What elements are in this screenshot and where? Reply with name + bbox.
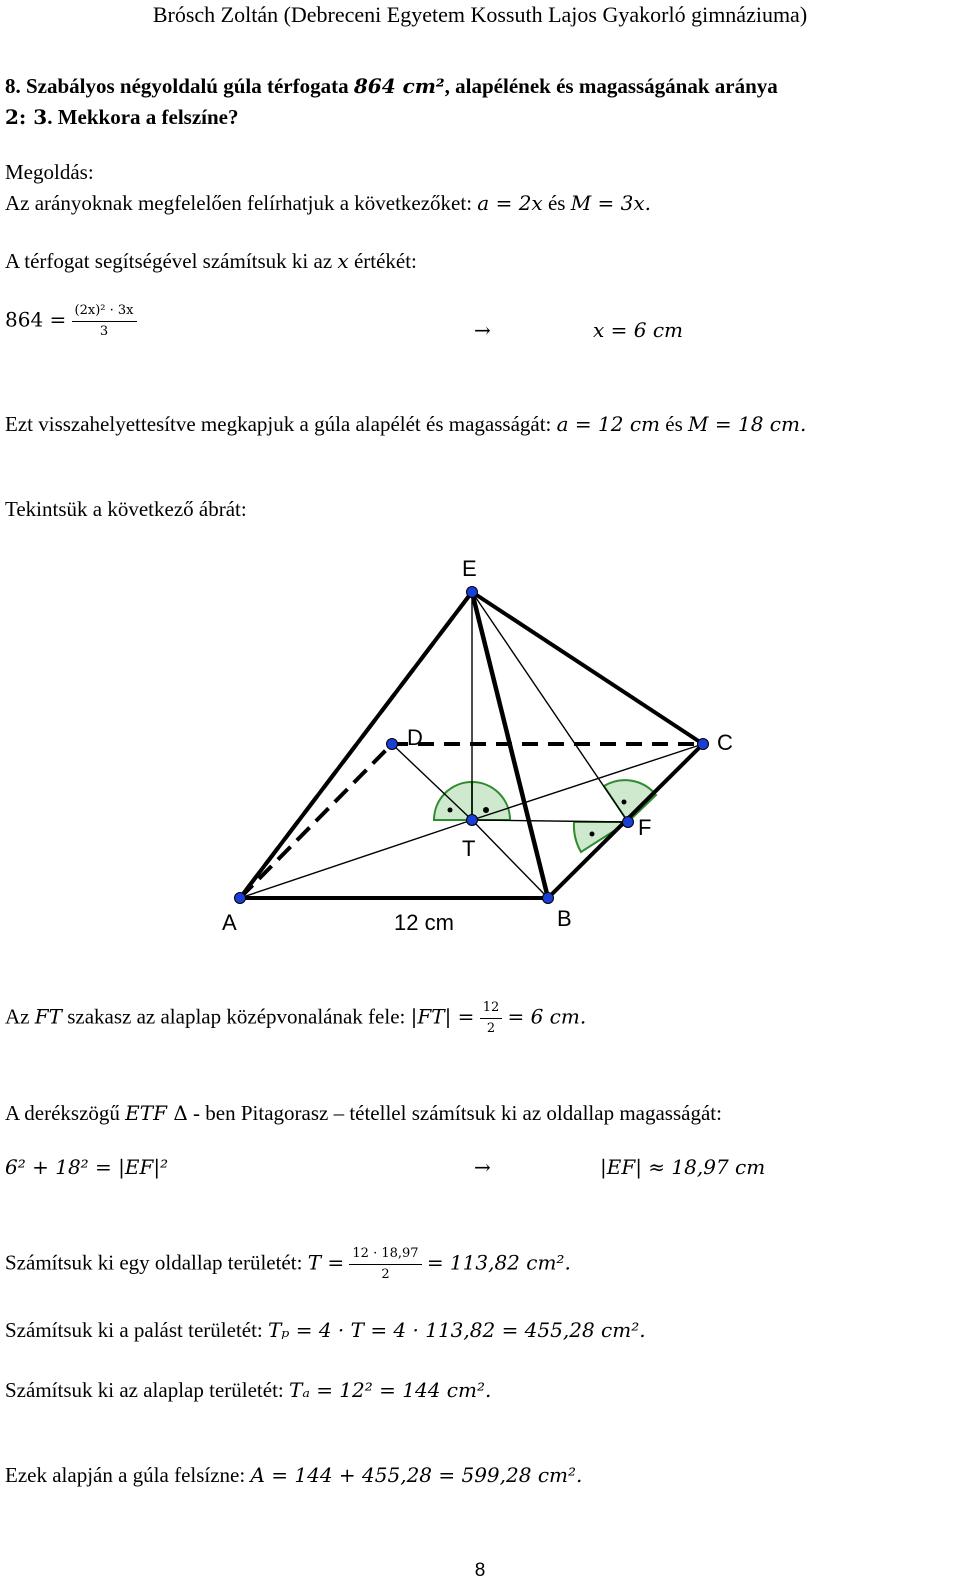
lateral-eq: Tₚ = 4 · T = 4 · 113,82 = 455,28 cm². xyxy=(268,1318,646,1342)
volume-result: x = 6 cm xyxy=(593,318,683,342)
ft-var: FT xyxy=(34,1004,62,1029)
pythagoras-arrow: → xyxy=(474,1155,491,1179)
volume-frac-den: 3 xyxy=(99,324,109,340)
ft-text-a: Az xyxy=(5,1004,35,1029)
edge-ea xyxy=(240,592,472,898)
total-eq: A = 144 + 455,28 = 599,28 cm². xyxy=(250,1463,583,1487)
label-b: B xyxy=(557,906,572,931)
substitute-text: Ezt visszahelyettesítve megkapjuk a gúla alapélét és magasságát: xyxy=(5,412,557,436)
point-f xyxy=(623,817,634,828)
problem-ratio: 2: 3 xyxy=(5,105,48,129)
volume-equation xyxy=(5,303,137,341)
side-area-frac-den: 2 xyxy=(381,1267,390,1283)
page-header: Brósch Zoltán (Debreceni Egyetem Kossuth Lajos Gyakorló gimnáziuma) xyxy=(152,2,808,27)
label-f: F xyxy=(638,815,652,840)
substitute-es: és xyxy=(660,412,689,436)
point-d xyxy=(387,739,398,750)
substitute-a: a = 12 cm xyxy=(556,412,661,436)
total-text: Ezek alapján a gúla felsízne: xyxy=(5,1463,251,1487)
line-tc xyxy=(472,744,703,820)
pythagoras-result: |EF| ≈ 18,97 cm xyxy=(600,1155,766,1179)
side-area-lhs: T = xyxy=(307,1250,345,1275)
problem-text-a: 8. Szabályos négyoldalú gúla térfogata xyxy=(5,74,354,98)
line-ef xyxy=(472,592,628,822)
ratios-line xyxy=(5,191,651,216)
ft-frac-num: 12 xyxy=(480,1000,503,1019)
base-eq: Tₐ = 12² = 144 cm². xyxy=(288,1378,492,1402)
pythagoras-intro xyxy=(5,1101,722,1126)
edge-ec xyxy=(472,592,703,744)
ft-line xyxy=(5,1000,586,1038)
label-e: E xyxy=(462,556,477,581)
lateral-text: Számítsuk ki a palást területét: xyxy=(5,1318,269,1342)
angle-dot-3 xyxy=(590,832,595,837)
volume-text-a: A térfogat segítségével számítsuk ki az xyxy=(5,249,338,273)
problem-text-b: , alapélének és magasságának aránya xyxy=(444,74,778,98)
volume-frac-num: (2x)² · 3x xyxy=(72,303,137,322)
point-c xyxy=(698,739,709,750)
angle-dot-2 xyxy=(483,807,489,813)
pythagoras-delta: Δ xyxy=(166,1101,188,1125)
page-number: 8 xyxy=(474,1560,486,1581)
pythagoras-text-a: A derékszögű xyxy=(5,1101,126,1125)
line-at xyxy=(240,820,472,898)
base-line xyxy=(5,1378,491,1403)
label-d: D xyxy=(407,725,423,750)
line-dt xyxy=(392,744,472,820)
ratios-es: és xyxy=(542,191,571,215)
side-area-rhs: = 113,82 cm². xyxy=(426,1250,571,1275)
ft-frac-den: 2 xyxy=(486,1021,496,1037)
solution-label: Megoldás: xyxy=(5,160,94,184)
ft-lhs: |FT| = xyxy=(410,1004,475,1029)
problem-line-2 xyxy=(5,105,238,130)
lateral-line xyxy=(5,1318,646,1343)
ratios-text: Az arányoknak megfelelően felírhatjuk a következőket: xyxy=(5,191,478,215)
side-area-frac-num: 12 · 18,97 xyxy=(349,1246,421,1265)
volume-lhs: 864 = xyxy=(5,307,67,332)
ft-fraction xyxy=(480,1000,503,1038)
figure-intro: Tekintsük a következő ábrát: xyxy=(5,497,247,521)
pythagoras-triangle: ETF xyxy=(125,1101,167,1125)
volume-intro xyxy=(5,249,417,274)
ft-rhs: = 6 cm. xyxy=(507,1004,587,1029)
volume-fraction xyxy=(72,303,137,341)
problem-volume: 864 cm² xyxy=(353,74,445,98)
side-area-text: Számítsuk ki egy oldallap területét: xyxy=(5,1250,308,1275)
point-a xyxy=(235,893,246,904)
point-b xyxy=(543,893,554,904)
side-area-fraction xyxy=(349,1246,421,1284)
volume-arrow: → xyxy=(474,318,491,342)
ratios-m: M = 3x. xyxy=(570,191,652,215)
substitute-line xyxy=(5,412,806,437)
volume-text-b: értékét: xyxy=(348,249,417,273)
side-area-line xyxy=(5,1246,571,1284)
ratios-a: a = 2x xyxy=(477,191,543,215)
point-e xyxy=(467,587,478,598)
label-c: C xyxy=(717,730,733,755)
line-tf xyxy=(472,820,628,822)
total-line xyxy=(5,1463,582,1488)
substitute-m: M = 18 cm. xyxy=(688,412,807,436)
hidden-edge-ad xyxy=(240,744,392,898)
ft-text-b: szakasz az alaplap középvonalának fele: xyxy=(61,1004,411,1029)
label-t: T xyxy=(462,836,476,861)
pythagoras-text-b: - ben Pitagorasz – tétellel számítsuk ki az oldallap magasságát: xyxy=(187,1101,722,1125)
label-a: A xyxy=(222,910,237,935)
volume-var: x xyxy=(337,249,349,273)
angle-dot-1 xyxy=(448,808,453,813)
problem-question: . Mekkora a felszíne? xyxy=(47,105,239,129)
pythagoras-equation: 6² + 18² = |EF|² xyxy=(5,1155,169,1179)
pyramid-figure xyxy=(210,548,750,938)
problem-line-1 xyxy=(5,74,778,99)
point-t xyxy=(467,815,478,826)
angle-dot-4 xyxy=(622,800,627,805)
base-text: Számítsuk ki az alaplap területét: xyxy=(5,1378,289,1402)
label-edge-length: 12 cm xyxy=(394,910,454,935)
